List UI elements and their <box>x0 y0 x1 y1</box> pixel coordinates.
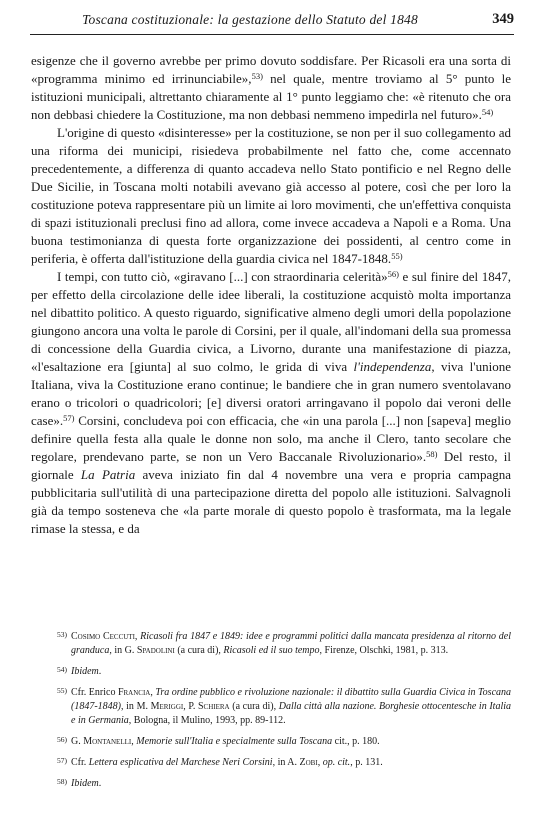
running-header <box>30 10 514 35</box>
footnote-reference: 55) <box>391 251 403 261</box>
text-run: , <box>150 687 156 698</box>
footnote <box>31 777 511 791</box>
text-run: , p. 131. <box>350 757 383 768</box>
text-run: , <box>134 631 141 642</box>
footnote-number: 57) <box>57 756 67 765</box>
text-run: , viva l'unione Italiana, viva la Costituzione erano continue; le bandiere che in gran numero sventolavano erano o tricolori o quadricolori; [e] diversi oratori arringavano il popolo dai veroni delle case». <box>31 359 512 428</box>
text-run: L'origine di questo «disinteresse» per la costituzione, se non per il suo collegamento ad una riforma dei municipi, risiedeva probabilmente nel fatto che, come accennato precedentemente, a differenza di quanto accadeva nello Stato pontificio e nel Regno delle Due Sicilie, in Toscana molti notabili avevano già accesso al potere, così che per loro la costituzione poteva rappresentare più un limite ai loro movimenti, che un'effettiva conquista di spazi istituzionali preclusi fino ad allora, come invece accadeva a Napoli e a Roma. Una buona testimonianza di questa forte organizzazione dei possidenti, al centro come in periferia, è offerta dall'istituzione della guardia civica nel 1847-1848. <box>31 125 511 266</box>
footnote-reference: 57) <box>63 413 75 423</box>
small-caps-name: Cosimo Ceccuti <box>71 631 135 642</box>
footnote-text <box>71 757 383 768</box>
footnote-reference: 58) <box>426 449 438 459</box>
text-run: Cfr. <box>71 757 89 768</box>
text-run: G. <box>71 736 84 747</box>
italic-text: Memorie sull'Italia e specialmente sulla Toscana <box>136 736 333 747</box>
italic-text: Ricasoli fra 1847 e 1849: idee e programmi politici dalla mancata presidenza al ritorno del granduca <box>71 631 511 656</box>
text-run: , P. <box>183 701 198 712</box>
italic-text: Ibidem <box>71 666 99 677</box>
text-run: nel quale, mentre troviamo al 5° punto le istituzioni municipali, altrettanto chiaramente al 1° punto leggiamo che: «è ritenuto che ora non debbasi chiedere la Costituzione, ma non debbasi nemmeno impedirla nel futuro». <box>31 71 511 122</box>
italic-text: Ibidem <box>71 778 99 789</box>
footnote-text <box>71 736 380 747</box>
text-run: cit., p. 180. <box>332 736 380 747</box>
small-caps-name: Montanelli <box>83 736 132 747</box>
paragraph <box>31 268 511 538</box>
text-run: aveva iniziato fin dal 4 novembre una vera e propria campagna pubblicitaria sull'utilità di una partecipazione diretta del popolo alle istituzioni. Salvagnoli già da tempo sosteneva che «la parte morale di questo popolo è trasformata, ma la legale rimase la stessa, e da <box>31 467 511 536</box>
footnote <box>31 665 511 679</box>
text-run: , in G. <box>109 645 137 656</box>
footnote-reference: 53) <box>251 71 263 81</box>
text-run: I tempi, con tutto ciò, «giravano [...] con straordinaria celerità» <box>57 269 388 284</box>
text-run: , <box>317 757 323 768</box>
footnote-text <box>71 666 101 677</box>
running-title: Toscana costituzionale: la gestazione dello Statuto del 1848 <box>82 12 418 27</box>
footnote-number: 53) <box>57 630 67 639</box>
footnote-number: 55) <box>57 686 67 695</box>
footnote-text <box>71 778 101 789</box>
small-caps-name: Meriggi <box>150 701 184 712</box>
footnote-text <box>71 631 511 656</box>
text-run: , Firenze, Olschki, 1981, p. 313. <box>319 645 449 656</box>
footnote-number: 58) <box>57 777 67 786</box>
paragraph <box>31 52 511 124</box>
footnote <box>31 756 511 770</box>
text-run: , Bologna, il Mulino, 1993, pp. 89-112. <box>128 715 286 726</box>
italic-text: Ricasoli ed il suo tempo <box>223 645 320 656</box>
small-caps-name: Spadolini <box>136 645 175 656</box>
footnote-text <box>71 687 511 726</box>
page-number: 349 <box>492 11 514 27</box>
text-run: esigenze che il governo avrebbe per primo dovuto soddisfare. Per Ricasoli era una sorta di «programma minimo ed irrinunciabile», <box>31 53 511 86</box>
text-run: (a cura di), <box>174 645 224 656</box>
footnote-reference: 56) <box>387 269 399 279</box>
text-run: . <box>98 666 102 677</box>
footnote <box>31 686 511 728</box>
body-text <box>31 52 511 538</box>
footnote-reference: 54) <box>481 107 494 117</box>
footnotes <box>31 630 511 798</box>
italic-text: op. cit. <box>322 757 351 768</box>
text-run: , in A. <box>272 757 300 768</box>
text-run: , in M. <box>121 701 151 712</box>
italic-text: l'independenza <box>353 359 432 374</box>
small-caps-name: Schiera <box>197 701 230 712</box>
footnote-number: 56) <box>57 735 67 744</box>
text-run: e sul finire del 1847, per effetto della circolazione delle idee liberali, la costituzione acquistò molta importanza nel dibattito politico. A questo riguardo, significative almeno degli umori della popolazione giungono ancora una volta le parole di Corsini, per il quale, all'indomani della sua promessa di concessione della Guardia civica, a Livorno, durante una manifestazione di piazza, «l'esaltazione era [giunta] al suo colmo, le grida di viva <box>31 269 511 374</box>
footnote <box>31 735 511 749</box>
small-caps-name: Zobi <box>299 757 318 768</box>
text-run: , <box>131 736 137 747</box>
italic-text: Dalla città alla nazione. Borghesie ottocentesche in Italia e in Germania <box>71 701 512 726</box>
footnote <box>31 630 511 658</box>
italic-text: La Patria <box>80 467 136 482</box>
small-caps-name: Francia <box>117 687 151 698</box>
text-run: Del resto, il giornale <box>31 449 511 482</box>
text-run: . <box>98 778 102 789</box>
footnote-number: 54) <box>57 665 67 674</box>
text-run: Corsini, concludeva poi con efficacia, che «in una parola [...] non [sapeva] meglio definire quella festa alla quale le donne non solo, ma anche il Clero, tanto secolare che regolare, prendevano parte, se non un Vero Baccanale Rivoluzionario». <box>31 413 511 464</box>
text-run: (a cura di), <box>229 701 279 712</box>
text-run: Cfr. Enrico <box>71 687 118 698</box>
italic-text: Tra ordine pubblico e rivoluzione nazionale: il dibattito sulla Guardia Civica in Toscana (1847-1848) <box>71 687 512 712</box>
italic-text: Lettera esplicativa del Marchese Neri Corsini <box>88 757 273 768</box>
paragraph <box>31 124 511 268</box>
